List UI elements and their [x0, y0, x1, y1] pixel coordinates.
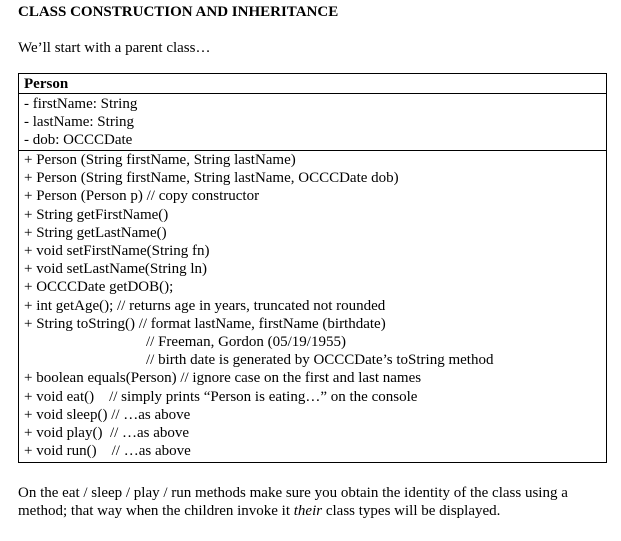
uml-method: + boolean equals(Person) // ignore case on the first and last names — [24, 370, 422, 387]
closing-text-before: On the eat / sleep / play / run methods make sure you obtain the identity of the class using a method; that way when the children invoke it — [18, 485, 568, 519]
uml-method: + void sleep() // …as above — [24, 406, 191, 423]
uml-method: + void run() // …as above — [24, 443, 191, 460]
uml-methods-section — [19, 151, 606, 460]
uml-method: + void setLastName(String ln) — [24, 261, 208, 278]
closing-text-after: class types will be displayed. — [322, 503, 501, 519]
uml-method: + String getLastName() — [24, 224, 167, 241]
uml-attribute: - firstName: String — [24, 96, 138, 112]
uml-method: + void play() // …as above — [24, 425, 190, 442]
page-heading: CLASS CONSTRUCTION AND INHERITANCE — [18, 4, 339, 20]
uml-method: + void eat() // simply prints “Person is eating…” on the console — [24, 388, 418, 405]
uml-method: + void setFirstName(String fn) — [24, 243, 210, 260]
uml-method: + String toString() // format lastName, firstName (birthdate) — [24, 315, 386, 332]
uml-method: + Person (Person p) // copy constructor — [24, 188, 260, 205]
uml-method: + Person (String firstName, String lastName) — [24, 152, 296, 168]
closing-paragraph — [18, 484, 610, 520]
uml-method-comment: // birth date is generated by OCCCDate’s toString method — [146, 352, 494, 369]
uml-method: + Person (String firstName, String lastName, OCCCDate dob) — [24, 170, 399, 187]
uml-attributes-section — [19, 94, 606, 151]
uml-method: + OCCCDate getDOB(); — [24, 279, 174, 296]
closing-emphasis: their — [293, 503, 323, 519]
uml-method-comment: // Freeman, Gordon (05/19/1955) — [146, 334, 346, 351]
uml-attribute: - dob: OCCCDate — [24, 132, 133, 149]
uml-attribute: - lastName: String — [24, 114, 134, 131]
uml-class-diagram — [18, 73, 607, 463]
uml-method: + String getFirstName() — [24, 206, 169, 223]
uml-method: + int getAge(); // returns age in years, truncated not rounded — [24, 297, 386, 314]
intro-text: We’ll start with a parent class… — [18, 40, 211, 56]
uml-class-name: Person — [19, 74, 606, 94]
